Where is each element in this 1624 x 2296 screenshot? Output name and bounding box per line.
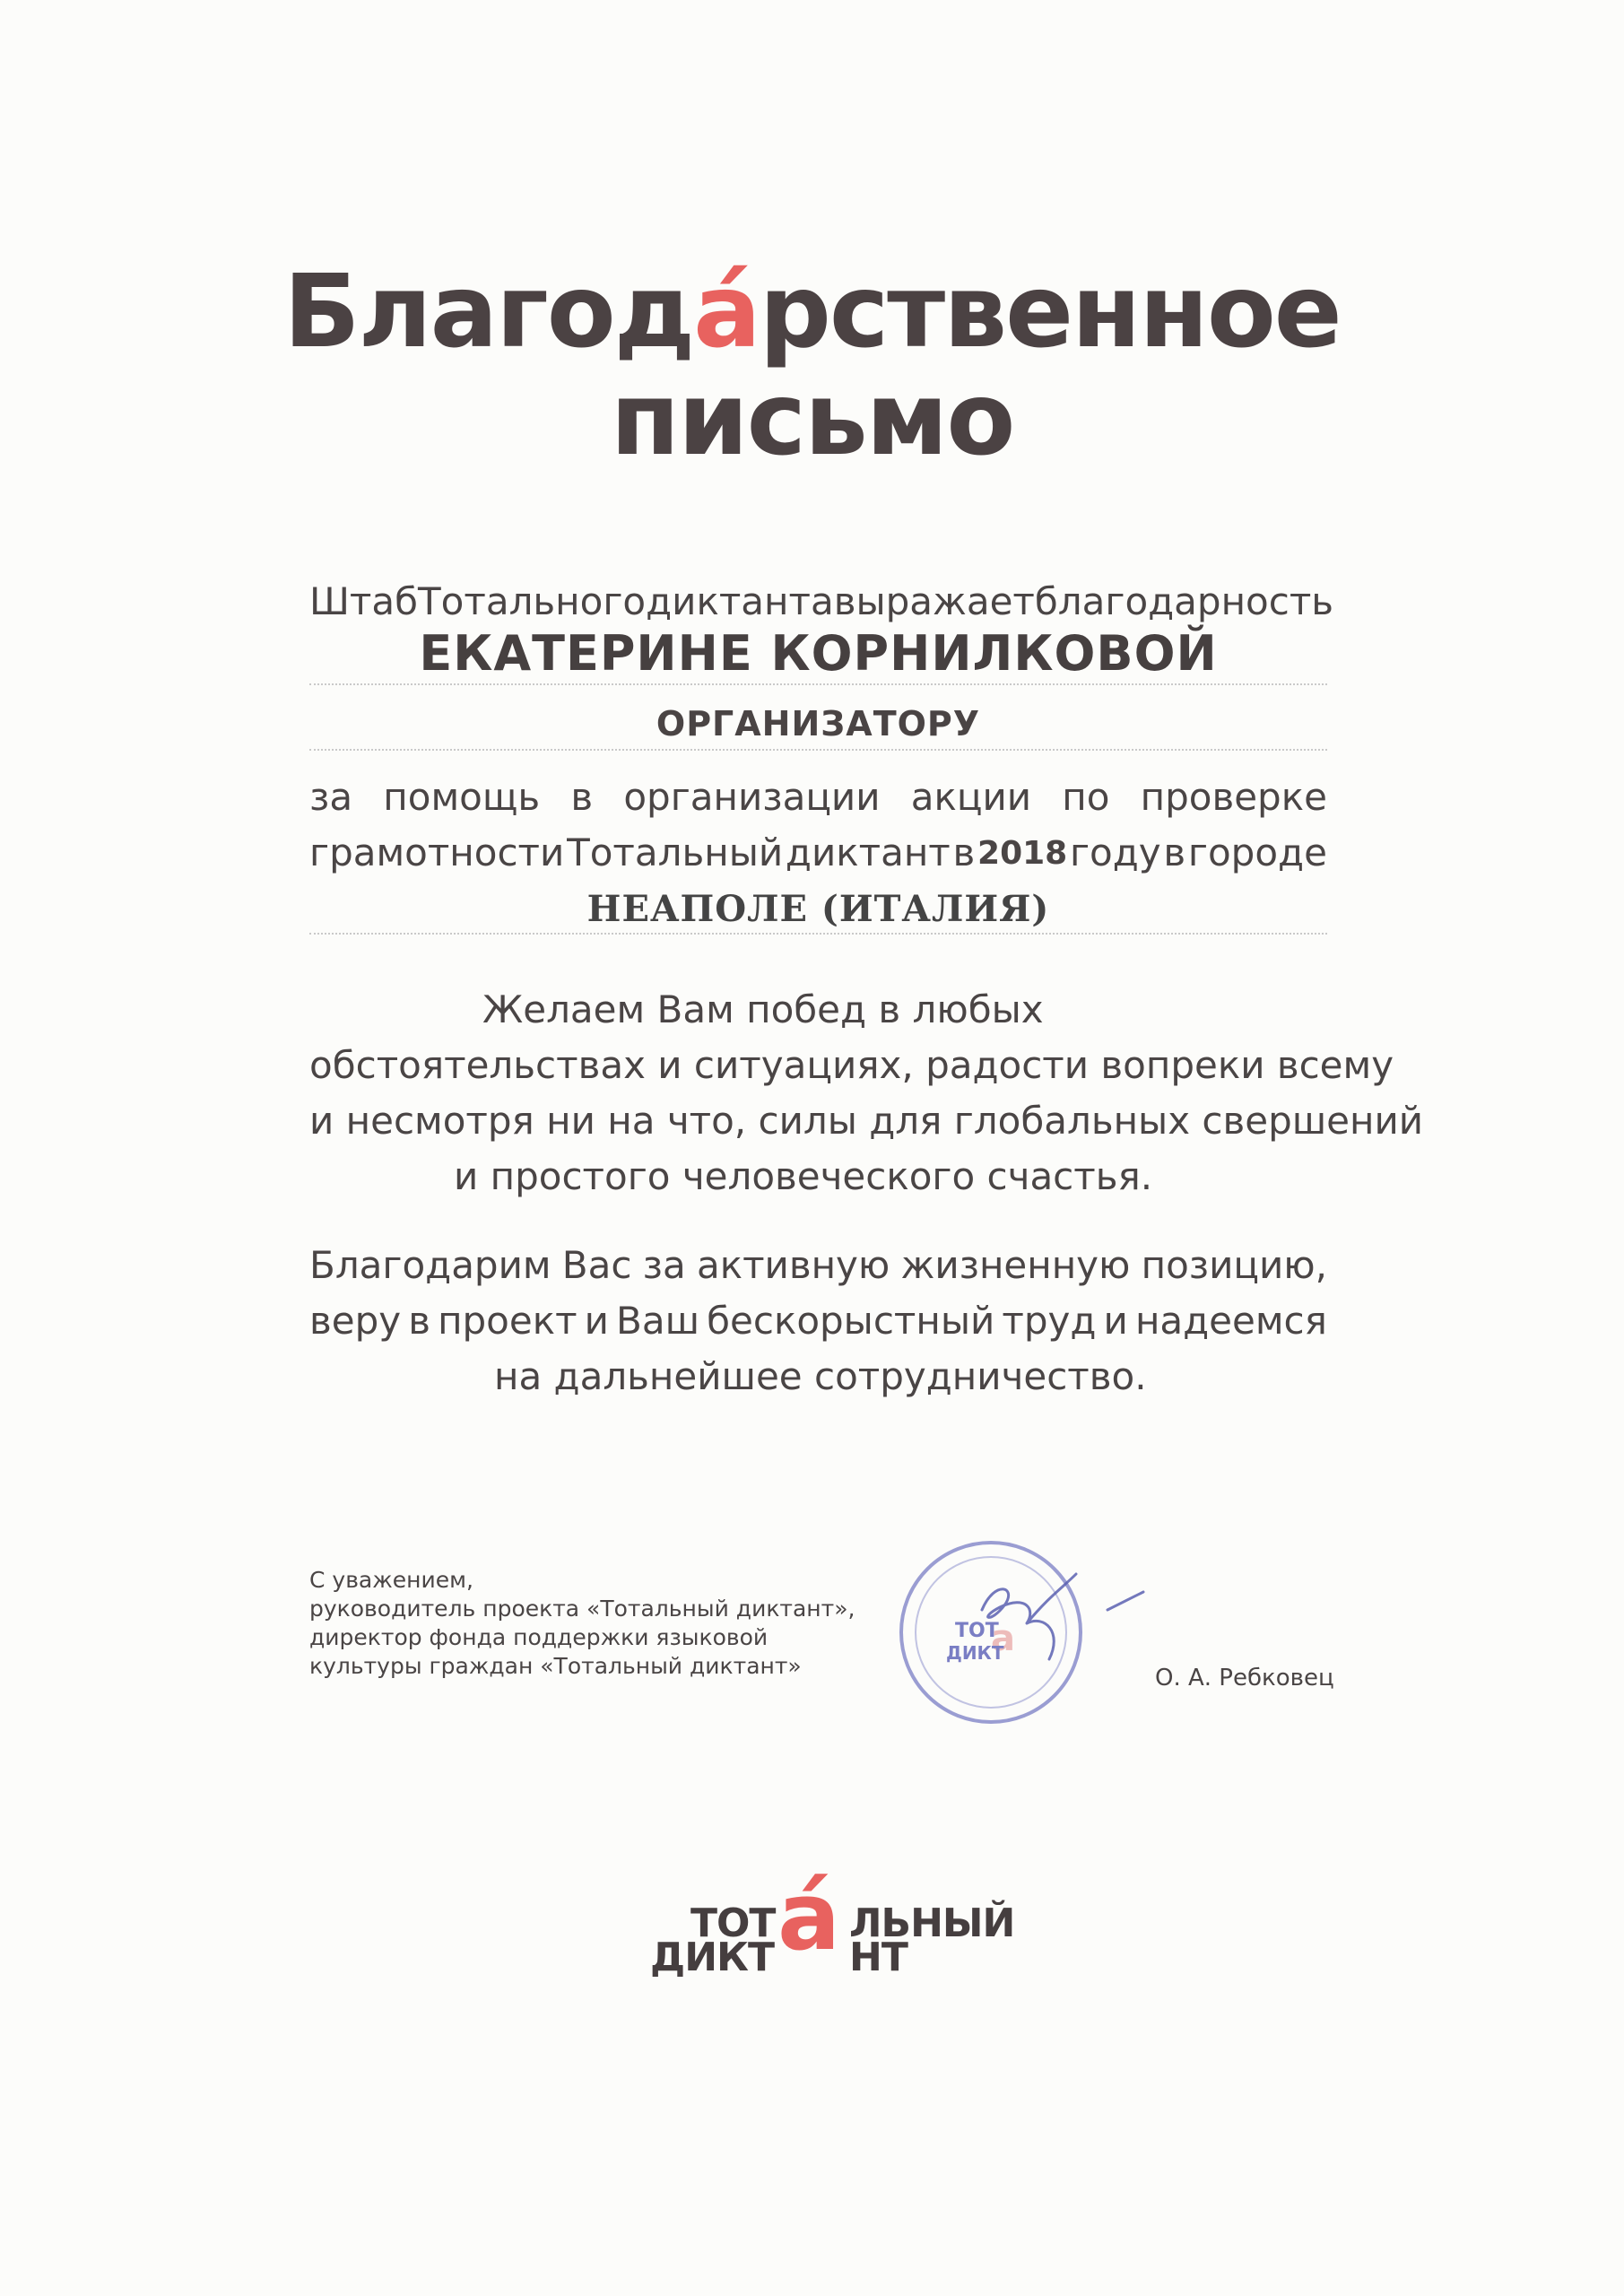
reason-word: в	[952, 831, 976, 874]
thanks-word: жизненную	[900, 1243, 1131, 1287]
logo-top-right: ЛЬНЫЙ	[849, 1900, 1015, 1946]
reason-line-1	[309, 775, 1327, 819]
stamp-text-accent: а	[991, 1618, 1015, 1659]
signature-line: директор фонда поддержки языковой	[309, 1624, 769, 1650]
recipient-role: ОРГАНИЗАТОРУ	[656, 704, 981, 744]
intro-word: Штаб	[309, 579, 419, 623]
thanks-word: и	[584, 1299, 609, 1343]
reason-word: проверке	[1140, 775, 1327, 819]
signatory-name: О. А. Ребковец	[1155, 1665, 1334, 1692]
signature-line: культуры граждан «Тотальный диктант»	[309, 1653, 802, 1679]
thanks-line-2	[309, 1299, 1327, 1343]
thanks-word: Ваш	[616, 1299, 700, 1343]
intro-word: диктанта	[646, 579, 834, 623]
wish-line: и простого человеческого счастья.	[454, 1154, 1153, 1198]
thanks-word: за	[642, 1243, 686, 1287]
thanks-word: бескорыстный	[707, 1299, 995, 1343]
thanks-word: веру	[309, 1299, 402, 1343]
stamp-text-bottom: ДИКТ	[946, 1642, 1004, 1664]
recipient-name: ЕКАТЕРИНЕ КОРНИЛКОВОЙ	[419, 625, 1218, 682]
reason-word: в	[1163, 831, 1186, 874]
city: НЕАПОЛЕ (ИТАЛИЯ)	[586, 888, 1050, 930]
signature-line: руководитель проекта «Тотальный диктант»,	[309, 1596, 855, 1622]
reason-word: диктант	[785, 831, 951, 874]
thanks-word: и	[1103, 1299, 1128, 1343]
intro-word: выражает	[833, 579, 1035, 623]
reason-word: в	[570, 775, 594, 819]
title-part-2: рственное	[759, 254, 1341, 370]
reason-word: за	[309, 775, 353, 819]
stamp-text-top: ТОТ	[955, 1620, 999, 1642]
logo-bottom-right: НТ	[849, 1935, 908, 1980]
logo-top-left: ТОТ	[690, 1900, 776, 1946]
intro-word: Тотального	[418, 579, 647, 623]
year: 2018	[977, 835, 1068, 872]
divider-line	[309, 683, 1327, 685]
signature-block	[309, 1566, 855, 1681]
reason-line-2	[309, 831, 1327, 874]
reason-word: году	[1069, 831, 1161, 874]
thanks-line-1	[309, 1243, 1327, 1287]
logo-bottom-left: ДИКТ	[650, 1935, 774, 1980]
document-title-line-2: письмо	[610, 361, 1014, 478]
wish-line: и несмотря ни на что, силы для глобальных свершений	[309, 1099, 1424, 1143]
thanks-word: позицию,	[1141, 1243, 1327, 1287]
reason-word: городе	[1187, 831, 1327, 874]
reason-word: грамотности	[309, 831, 565, 874]
reason-word: Тотальный	[567, 831, 784, 874]
reason-word: акции	[910, 775, 1032, 819]
divider-line	[309, 749, 1327, 751]
thanks-line-3: на дальнейшее сотрудничество.	[494, 1354, 1147, 1398]
stamp	[892, 1525, 1161, 1740]
intro-line	[309, 579, 1334, 623]
document-title	[0, 254, 1624, 370]
title-accent-letter: а́	[693, 254, 760, 370]
thanks-word: надеемся	[1134, 1299, 1327, 1343]
signature-line: С уважением,	[309, 1567, 473, 1593]
thanks-word: проект	[438, 1299, 578, 1343]
wish-line: обстоятельствах и ситуациях, радости вопреки всему	[309, 1043, 1394, 1087]
thanks-word: Благодарим	[309, 1243, 551, 1287]
title-part-1: Благод	[283, 254, 694, 370]
thanks-word: труд	[1002, 1299, 1097, 1343]
reason-word: организации	[623, 775, 881, 819]
logo-accent-letter: а́	[777, 1862, 841, 1971]
wish-line: Желаем Вам побед в любых	[482, 987, 1044, 1031]
divider-line	[309, 933, 1327, 935]
thanks-word: активную	[696, 1243, 890, 1287]
reason-word: по	[1062, 775, 1110, 819]
intro-word: благодарность	[1034, 579, 1334, 623]
total-dictation-logo	[650, 1862, 1015, 1987]
thanks-word: Вас	[561, 1243, 632, 1287]
reason-word: помощь	[383, 775, 541, 819]
thanks-word: в	[408, 1299, 430, 1343]
